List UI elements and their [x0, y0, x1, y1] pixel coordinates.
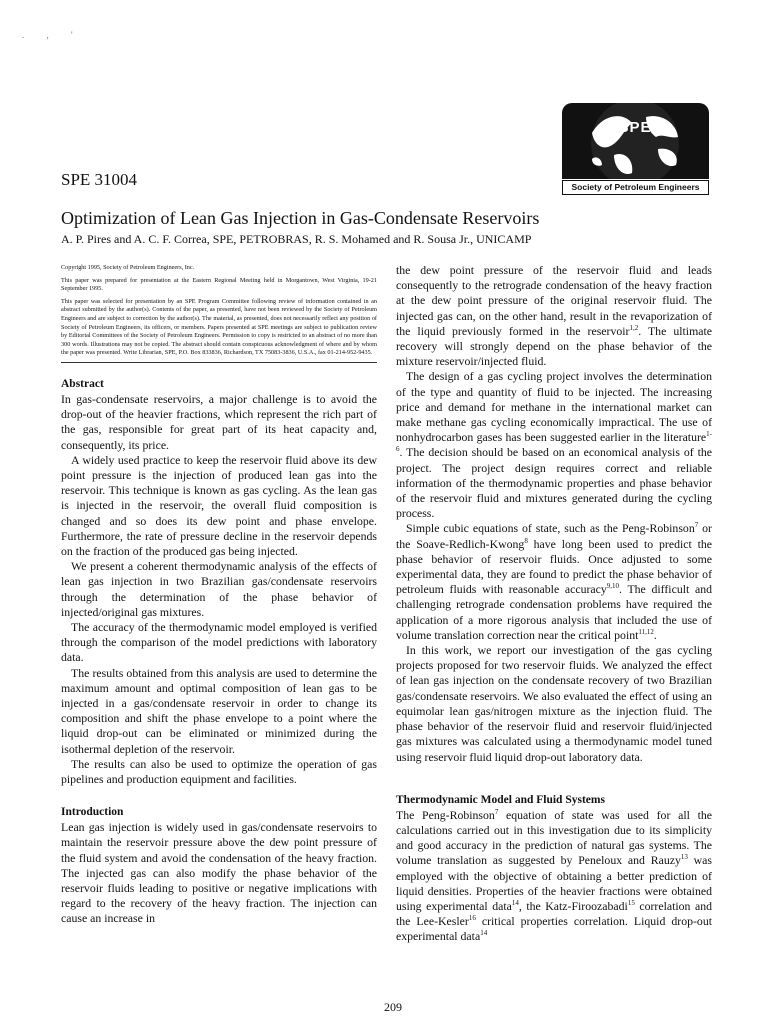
- citation: 1-6: [396, 430, 712, 454]
- logo-text: SPE: [618, 119, 652, 136]
- paper-authors: A. P. Pires and A. C. F. Correa, SPE, PETROBRAS, R. S. Mohamed and R. Sousa Jr., UNICAMP: [61, 232, 532, 246]
- abstract-heading: Abstract: [61, 377, 104, 390]
- abstract-paragraph: In gas-condensate reservoirs, a major challenge is to avoid the drop-out of the heavier fractions, which represent the rich part of the gas, responsible for great part of its heat capacity and, consequently, its price.: [61, 391, 377, 452]
- body-paragraph: the dew point pressure of the reservoir fluid and leads consequently to the retrograde condensation of the heavy fraction at the dew point pressure of the original reservoir fluid. The injected gas can, on the other hand, result in the revaporization of the liquid previously formed in the reservoir$^{1,2}$. The ultimate recovery will strongly depend on the phase behavior of the mixture reservoir/injected fluid.: [396, 263, 712, 369]
- page-number: 209: [384, 1000, 402, 1014]
- scan-specks: . , ': [22, 30, 83, 40]
- copyright-notice: [61, 264, 377, 358]
- citation: 1,2: [629, 323, 639, 332]
- copyright-line: Copyright 1995, Society of Petroleum Engineers, Inc.: [61, 264, 195, 271]
- paper-number: SPE 31004: [61, 170, 138, 189]
- body-paragraph: Simple cubic equations of state, such as the Peng-Robinson$^7$ or the Soave-Redlich-Kwong$^8$ have long been used to predict the phase behavior of reservoir fluids. Once adjusted to some experimental data, they are found to predict the phase behavior of petroleum fluids with reasonable accuracy$^{9,10}$. The difficult and challenging retrograde condensation problems have required the application of a more rigorous analysis that included the use of volume translation correction near the critical point$^{11,12}$.: [396, 521, 712, 642]
- citation: 11,12: [638, 627, 654, 636]
- citation: 14: [480, 929, 488, 938]
- left-column: [61, 264, 377, 927]
- body-paragraph: The Peng-Robinson$^7$ equation of state was used for all the calculations carried out in this investigation due to its simplicity and good accuracy in the prediction of natural gas systems. The volume translation as suggested by Peneloux and Rauzy$^{13}$ was employed with the objective of obtaining a better prediction of liquid densities. Properties of the heavier fractions were obtained using experimental data$^{14}$, the Katz-Firoozabadi$^{15}$ correlation and the Lee-Kesler$^{16}$ critical properties correlation. Liquid drop-out experimental data$^{14}$: [396, 807, 713, 944]
- paper-title: Optimization of Lean Gas Injection in Gas-Condensate Reservoirs: [61, 208, 540, 228]
- citation: 7: [694, 521, 699, 530]
- abstract-paragraph: A widely used practice to keep the reservoir fluid above its dew point pressure is the injection of produced lean gas into the reservoir. This technique is known as gas cycling. As the lean gas is injected in the reservoir, the overall fluid composition is changed and so does its dew point and phase envelope. Furthermore, the rate of pressure decline in the reservoir depends on the fraction of the produced gas being injected.: [61, 452, 377, 558]
- review-note: This paper was selected for presentation by an SPE Program Committee following review of information contained in an abstract submitted by the author(s). Contents of the paper, as presented, have not been reviewed by the Society of Petroleum Engineers and are subject to correction by the author(s). The material, as presented, does not necessarily reflect any position of Society of Petroleum Engineers, its officers, or members. Papers presented at SPE meetings are subject to publication review by Editorial Committees of the Society of Petroleum Engineers. Permission to copy is restricted to an abstract of no more than 300 words. Illustrations may not be copied. The abstract should contain conspicuous acknowledgment of where and by whom the paper was presented. Write Librarian, SPE, P.O. Box 833836, Richardson, TX 75083-3836, U.S.A., fax 01-214-952-9435.: [61, 297, 377, 357]
- citation: 7: [494, 807, 499, 816]
- abstract-paragraph: We present a coherent thermodynamic analysis of the effects of lean gas injection in two Brazilian gas/condensate reservoirs through the determination of the phase behavior of injected/original gas mixtures.: [61, 559, 377, 619]
- citation: 9,10: [606, 582, 620, 591]
- introduction-heading: Introduction: [61, 806, 124, 819]
- body-paragraph: The design of a gas cycling project involves the determination of the type and quantity of fluid to be injected. The increasing price and demand for methane in the international market can make methane gas cycling economically impractical. The use of nonhydrocarbon gases has been suggested earlier in the literature$^{1-6}$. The decision should be based on an economical analysis of the project. The project design requires correct and reliable information of the thermodynamic properties and phase behavior of the reservoir fluid and mixtures generated during the cycling process.: [396, 369, 712, 521]
- thermodynamic-heading: Thermodynamic Model and Fluid Systems: [396, 793, 605, 806]
- abstract-paragraph: The results can also be used to optimize the operation of gas pipelines and production equipment and facilities.: [61, 756, 377, 787]
- citation: 8: [524, 536, 528, 545]
- citation: 13: [680, 853, 688, 862]
- citation: 16: [468, 914, 476, 923]
- abstract-paragraph: The accuracy of the thermodynamic model employed is verified through the comparison of the model predictions with laboratory data.: [61, 619, 377, 665]
- spe-logo: [562, 103, 709, 193]
- abstract-paragraph: The results obtained from this analysis are used to determine the maximum amount and optimal composition of lean gas to be injected in a gas/condensate reservoir in order to change its composition and shift the phase envelope to a point where the liquid drop-out can be eliminated or minimized during the isothermal depletion of the reservoir.: [61, 665, 377, 756]
- introduction-paragraph: Lean gas injection is widely used in gas/condensate reservoirs to maintain the reservoir pressure above the dew point pressure of the fluid system and avoid the condensation of the heavy fraction. The injected gas can also modify the phase behavior of the reservoir fluids leading to positive or negative implications with regard to the recovery of the heavy fraction. The injection can cause an increase in: [61, 820, 377, 926]
- citation: 14: [511, 899, 519, 907]
- right-column: [396, 263, 712, 945]
- body-paragraph: In this work, we report our investigation of the gas cycling projects proposed for two reservoir fluids. We analyzed the effect of lean gas injection on the condensate recovery of two Brazilian gas/condensate reservoirs. We also evaluated the effect of using an equimolar lean gas/nitrogen mixture as the injection fluid. The phase behavior of the reservoir fluid and reservoir fluid/injected gas mixtures was calculated using a thermodynamic model tuned using reservoir fluid liquid drop-out laboratory data.: [396, 643, 712, 764]
- globe-icon: [562, 103, 709, 179]
- presentation-note: This paper was prepared for presentation at the Eastern Regional Meeting held in Morgantown, West Virginia, 19-21 September 1995.: [61, 276, 377, 293]
- society-name: Society of Petroleum Engineers: [562, 180, 709, 195]
- citation: 15: [627, 899, 635, 907]
